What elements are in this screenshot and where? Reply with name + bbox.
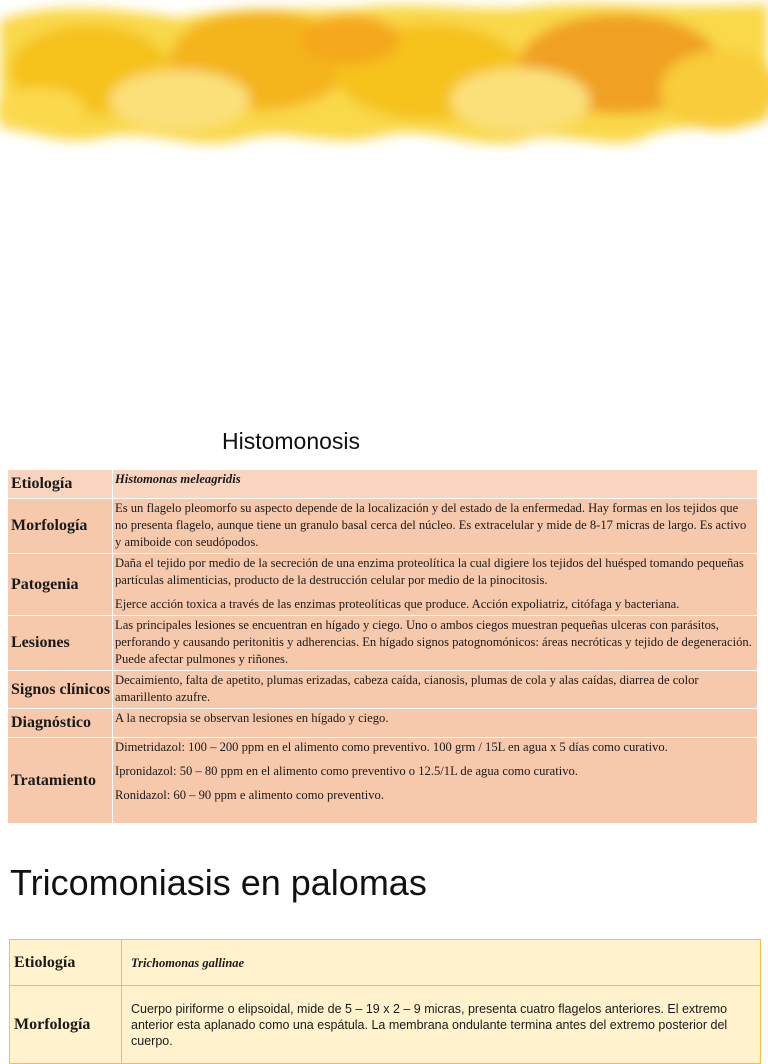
- row-value: [113, 709, 758, 738]
- row-paragraph: Decaimiento, falta de apetito, plumas erizadas, cabeza caída, cianosis, plumas de cola y alas caídas, diarrea de color amarillento azufre.: [115, 673, 699, 704]
- section-title-tricomoniasis: Tricomoniasis en palomas: [10, 862, 427, 903]
- row-paragraph: Las principales lesiones se encuentran en hígado y ciego. Uno o ambos ciegos muestran pequeñas ulceras con parásitos, perforando y causando peritonitis y adherencias. En hígado signos patognomónicos: áreas necróticas y tejido de degeneración. Puede afectar pulmones y riñones.: [115, 618, 752, 666]
- row-label: Etiología: [8, 470, 113, 499]
- row-paragraph: Dimetridazol: 100 – 200 ppm en el alimento como preventivo. 100 grm / 15L en agua x 5 días como curativo.: [115, 740, 668, 754]
- row-value: [122, 940, 761, 986]
- tricomoniasis-table: [9, 939, 761, 1064]
- row-paragraph: Es un flagelo pleomorfo su aspecto depende de la localización y del estado de la enfermedad. Hay formas en los tejidos que no presenta flagelo, aunque tiene un granulo basal cerca del núcleo. Es extracelular y mide de 8-17 micras de largo. Es activo y amiboide con seudópodos.: [115, 501, 747, 549]
- table-row: [8, 499, 758, 554]
- row-paragraph: Ipronidazol: 50 – 80 ppm en el alimento como preventivo o 12.5/1L de agua como curativo.: [115, 764, 578, 778]
- watercolor-banner: [0, 0, 768, 160]
- row-paragraph: Histomonas meleagridis: [115, 472, 241, 486]
- row-label: Signos clínicos: [8, 671, 113, 709]
- row-value: [113, 554, 758, 616]
- row-label: Etiología: [10, 940, 122, 986]
- row-value: [113, 499, 758, 554]
- table-row: [8, 554, 758, 616]
- row-value: [113, 470, 758, 499]
- table-row: [8, 470, 758, 499]
- row-label: Lesiones: [8, 616, 113, 671]
- table-row: [8, 709, 758, 738]
- table-row: [8, 671, 758, 709]
- table-row: [10, 940, 761, 986]
- row-value: [113, 738, 758, 824]
- row-label: Morfología: [8, 499, 113, 554]
- section-title-histomonosis: Histomonosis: [222, 428, 361, 454]
- row-value: [122, 986, 761, 1064]
- row-value: [113, 616, 758, 671]
- row-paragraph: Ronidazol: 60 – 90 ppm e alimento como preventivo.: [115, 788, 384, 802]
- table-row: [8, 738, 758, 824]
- row-paragraph: Cuerpo piriforme o elipsoidal, mide de 5 – 19 x 2 – 9 micras, presenta cuatro flagelos anteriores. El extremo anterior esta aplanado como una espátula. La membrana ondulante termina antes del extremo posterior del cuerpo.: [131, 1001, 728, 1048]
- row-label: Patogenia: [8, 554, 113, 616]
- row-label: Tratamiento: [8, 738, 113, 824]
- row-paragraph: A la necropsia se observan lesiones en hígado y ciego.: [115, 711, 389, 725]
- histomonosis-table: [7, 469, 758, 824]
- row-paragraph: Ejerce acción toxica a través de las enzimas proteolíticas que produce. Acción expoliatriz, citófaga y bacteriana.: [115, 597, 680, 611]
- table-row: [8, 616, 758, 671]
- table-row: [10, 986, 761, 1064]
- row-paragraph: Trichomonas gallinae: [131, 955, 245, 970]
- row-label: Morfología: [10, 986, 122, 1064]
- row-value: [113, 671, 758, 709]
- row-paragraph: Daña el tejido por medio de la secreción de una enzima proteolítica la cual digiere los tejidos del huésped tomando pequeñas partículas alimenticias, producto de la destrucción celular por medio de la pinocitosis.: [115, 556, 744, 587]
- row-label: Diagnóstico: [8, 709, 113, 738]
